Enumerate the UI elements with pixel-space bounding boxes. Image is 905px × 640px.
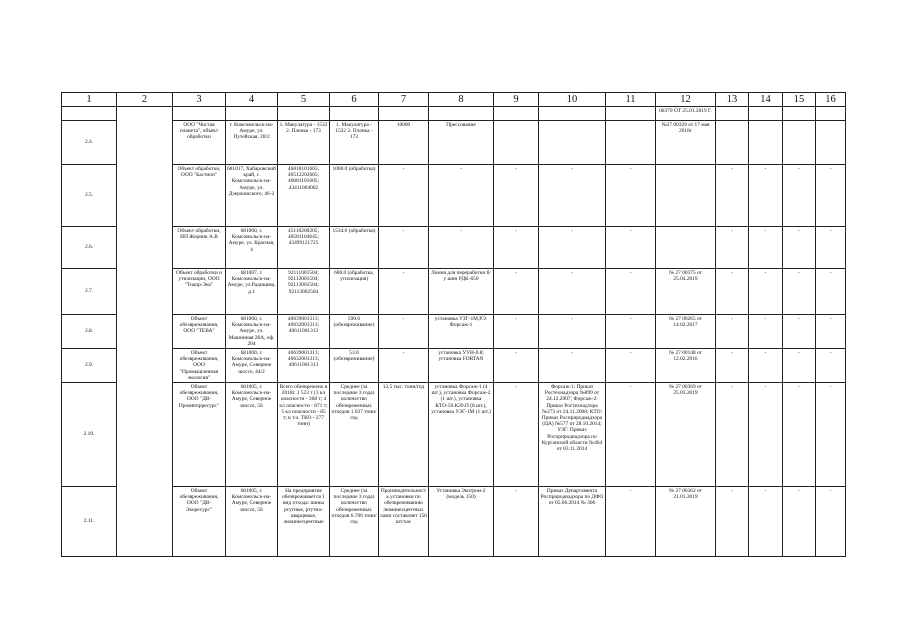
col-11-cell: - [606,315,656,349]
capacity-cell: Среднее (за последние 3 года) количество обезвреженных отходов 1 037 тонн/год [330,383,379,487]
cell [494,107,539,121]
throughput-cell: - [379,227,429,269]
col-9-cell: - [494,383,539,487]
row-number-cell: 2.4. [62,121,117,165]
col-13-cell: - [716,487,749,557]
equipment-cell: - [429,165,494,227]
col-15-cell: - [783,383,816,487]
organization-cell: Объект обезвреживания, ООО "ДВ-Экоресурс" [173,487,226,557]
col-14-cell: - [749,315,783,349]
approval-cell: - [539,269,606,315]
table-row [62,227,846,269]
table-row [62,121,846,165]
col-13-cell: - [716,315,749,349]
col-13-cell: - [716,269,749,315]
col-16-cell: - [816,165,846,227]
address-cell: 681007, г. Комсомольск-на-Амуре, ул.Радищева, д.1 [226,269,278,315]
column-number: 13 [716,93,749,107]
col-14-cell: - [749,349,783,383]
approval-cell: - [539,227,606,269]
col-14-cell: - [749,269,783,315]
cell [783,107,816,121]
license-cell: № 27 00362 от 21.01.2019 [656,487,716,557]
address-cell: 681017, Хабаровский край, г. Комсомольск-на-Амуре, ул. Дзержинского, 46-2 [226,165,278,227]
organization-cell: Объект обработки, ИП Жорник А.В [173,227,226,269]
col-16-cell [816,121,846,165]
column-number: 10 [539,93,606,107]
cell [379,107,429,121]
throughput-cell: - [379,165,429,227]
column-number: 2 [117,93,173,107]
col-11-cell: - [606,165,656,227]
license-cell: № 27 00265 от 14.02.2017 [656,315,716,349]
cell [226,107,278,121]
waste-codes-cell: 92111001504; 92112001504; 92113001504; 92113002504 [278,269,330,315]
col-9-cell: - [494,227,539,269]
address-cell: 681000, г. Комсомольск-на-Амуре, Северное шоссе, 44/2 [226,349,278,383]
col-11-cell: - [606,269,656,315]
waste-codes-cell: Всего обезврежено в 2018г. 1 523 т (3 кл опасности - 368 т; 4 кл опасности - 871 т; 5 кл опасности - 85 т; в т.ч. ТКО - 277 тонн) [278,383,330,487]
cell [606,107,656,121]
organization-cell: ООО "Чистая планета", объект обработки [173,121,226,165]
throughput-cell: 12,5 тыс. тонн/год [379,383,429,487]
column-number: 12 [656,93,716,107]
row-number-cell: 2.7. [62,269,117,315]
organization-cell: Объект обезвреживания, ООО "Промышленная экология" [173,349,226,383]
col-14-cell: - [749,383,783,487]
col-9-cell: - [494,487,539,557]
col-16-cell: - [816,227,846,269]
waste-codes-cell: 45110200205; 40581104645; 43499121725 [278,227,330,269]
col-9-cell: - [494,269,539,315]
approval-cell: - [539,315,606,349]
column-number: 1 [62,93,117,107]
col-11-cell: - [606,383,656,487]
col-11-cell: - [606,349,656,383]
row-number-cell: 2.6. [62,227,117,269]
col-15-cell [783,121,816,165]
waste-facilities-table [61,92,846,557]
address-cell: 681005, г. Комсомольск-на-Амуре, Северное шоссе, 56 [226,487,278,557]
row-number-cell: 2.11. [62,487,117,557]
column-number: 15 [783,93,816,107]
col-15-cell: - [783,487,816,557]
approval-cell: - [539,349,606,383]
table-row [62,349,846,383]
equipment-cell: Линия для переработки б/у шин РДК-650 [429,269,494,315]
organization-cell: Объект обезвреживания, ООО "ТЕВА" [173,315,226,349]
waste-codes-cell: На предприятие обезвреживается 1 вид отхода: шины ртутные, ртутно-кварцевые, люминесцентные [278,487,330,557]
cell [816,107,846,121]
waste-codes-cell: 40639001313; 40632001313; 40611001313 [278,349,330,383]
col-13-cell: - [716,383,749,487]
cell [749,107,783,121]
col-15-cell: - [783,269,816,315]
col-16-cell: - [816,349,846,383]
license-cell: № 27 00369 от 25.03.2019 [656,383,716,487]
capacity-cell: 1000.0 (обработка) [330,165,379,227]
waste-codes-cell: 40639001313; 40632001313; 40611001313 [278,315,330,349]
row-number-cell: 2.8. [62,315,117,349]
col-14-cell: - [749,227,783,269]
table-row [62,269,846,315]
row-number-cell: 2.10. [62,383,117,487]
capacity-cell: 53.0 (обезвреживание) [330,349,379,383]
cell [62,107,117,121]
throughput-cell: - [379,269,429,315]
col-11-cell: - [606,227,656,269]
column-number: 3 [173,93,226,107]
col-9-cell: - [494,349,539,383]
approval-cell [539,121,606,165]
col-13-cell: - [716,227,749,269]
column-number: 9 [494,93,539,107]
column-number: 11 [606,93,656,107]
organization-cell: Объект обработки и утилизации, ООО "Тиапр-Эко" [173,269,226,315]
organization-cell: Объект обработки, ООО "Бастион" [173,165,226,227]
col-9-cell [494,121,539,165]
license-cell [656,165,716,227]
cell [429,107,494,121]
capacity-cell: 1. Макулатура - 1532 2. Пленка - 173 [330,121,379,165]
table-row [62,315,846,349]
cell [716,107,749,121]
col-13-cell: - [716,349,749,383]
cell [330,107,379,121]
cell [278,107,330,121]
col-13-cell [716,121,749,165]
column-number: 16 [816,93,846,107]
col-11-cell: - [606,487,656,557]
column-number: 5 [278,93,330,107]
col-14-cell [749,121,783,165]
equipment-cell: Установка Экотром-2 (модель 150) [429,487,494,557]
col-13-cell: - [716,165,749,227]
col-16-cell: - [816,269,846,315]
approval-cell: Форсаж-1: Приказ Ростехнадзора №899 от 24.12.2007; Форсаж-2: Приказ Ростехнадзора №273 от 24.11.2008; КТО: Приказ Росприроднадзора (ЦА) №577 от 28.10.2014; УЗГ: Приказ Росприроднадзора по Курганской области №464 от 03.11.2014 [539,383,606,487]
column-number: 8 [429,93,494,107]
waste-codes-cell: 1. Макулатура - 1532 2. Пленка - 173 [278,121,330,165]
column-number: 7 [379,93,429,107]
col-9-cell: - [494,315,539,349]
group-cell [117,107,173,557]
column-number: 14 [749,93,783,107]
throughput-cell: Производительность установки по обезвреживанию люминесцентных ламп составляет 150 шт/час [379,487,429,557]
throughput-cell: 10000 [379,121,429,165]
column-number-row [62,93,846,107]
col-11-cell [606,121,656,165]
throughput-cell: - [379,315,429,349]
equipment-cell: Прессование [429,121,494,165]
table-row [62,383,846,487]
address-cell: 681005, г. Комсомольск-на-Амуре, Северное шоссе, 56 [226,383,278,487]
col-9-cell: - [494,165,539,227]
col-15-cell: - [783,165,816,227]
table-row [62,487,846,557]
license-cell [656,227,716,269]
column-number: 4 [226,93,278,107]
row-number-cell: 2.9. [62,349,117,383]
col-15-cell: - [783,315,816,349]
approval-cell: - [539,165,606,227]
organization-cell: Объект обезвреживания, ООО "ДВ-Промвторресурс" [173,383,226,487]
address-cell: г. Комсомольск-на-Амуре, ул. Путейская, 20/2 [226,121,278,165]
address-cell: 681000, г. Комсомольск-на-Амуре, ул. Красная, 4 [226,227,278,269]
license-cell: №27 00329 от 17 мая 2018г [656,121,716,165]
table-row [62,165,846,227]
col-16-cell: - [816,315,846,349]
license-cell: № 27 00148 от 12.02.2016 [656,349,716,383]
approval-cell: Приказ Департамента Росприроднадзора по ДФО от 05.06.2014 № 306 [539,487,606,557]
col-15-cell: - [783,349,816,383]
capacity-cell: Среднее (за последние 3 года) количество обезвреженных отходов 6.706 тонн/год [330,487,379,557]
col-15-cell: - [783,227,816,269]
capacity-cell: 600.0 (обработка, утилизация) [330,269,379,315]
equipment-cell: установка Форсаж-1 (4 шт.), установка Форсаж-2 (1 шт.), установка КТО-50.К20.П (8 шт.), установка УЗГ-1М (1 шт.) [429,383,494,487]
row-number-cell: 2.5. [62,165,117,227]
equipment-cell: установка УЗГ-1М,РЭ. Форсаж-1 [429,315,494,349]
continuation-row [62,107,846,121]
equipment-cell: установка УУН-0.8; установка FORTAN [429,349,494,383]
throughput-cell: - [379,349,429,383]
waste-codes-cell: 46818101605; 40512202605; 40681101605; 43411004002 [278,165,330,227]
equipment-cell: - [429,227,494,269]
cell [539,107,606,121]
capacity-cell: 1534.0 (обработка) [330,227,379,269]
license-cell: 00370 ОТ 25.01.2019 Г. [656,107,716,121]
license-cell: № 27 00375 от 25.04.2019 [656,269,716,315]
capacity-cell: 590.6 (обезвреживание) [330,315,379,349]
column-number: 6 [330,93,379,107]
col-16-cell: - [816,383,846,487]
col-14-cell: - [749,487,783,557]
cell [173,107,226,121]
address-cell: 681000, г. Комсомольск-на-Амуре, ул. Машинная 28А, оф. 204 [226,315,278,349]
col-14-cell: - [749,165,783,227]
col-16-cell: - [816,487,846,557]
